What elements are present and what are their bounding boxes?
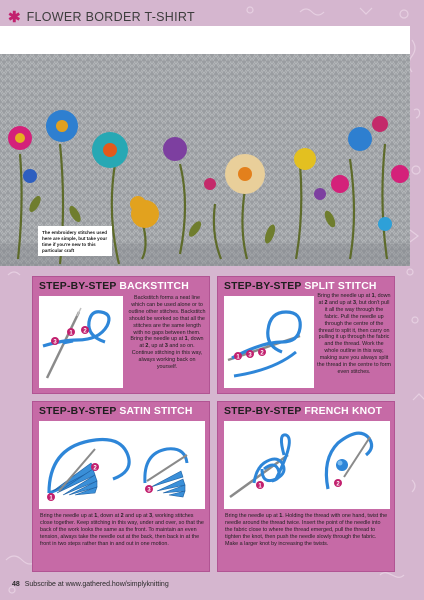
step-2-marker bbox=[334, 479, 342, 488]
split-stitch-instructions: Bring the needle up at 1, down at 2 and up at 3, but don't pull it all the way through the fabric. Pull the needle up through the centre of the thread to split it, then carry on pulling it up through the fabric and the thread. Work the whole outline in this way, making sure you always split the thread in the centre to form even stitches. bbox=[317, 293, 391, 375]
page-footer bbox=[12, 581, 169, 588]
stitch-name: SATIN STITCH bbox=[119, 406, 193, 417]
split-stitch-panel bbox=[217, 276, 395, 394]
french-knot-instructions: Bring the needle up at 1. Holding the thread with one hand, twist the needle around the thread twice. Insert the point of the needle into the fabric close to where the thread emerged, pull the thread to tighten the knot, then push the needle slowly through the fabric. Make a larger knot by increasing the twists. bbox=[225, 513, 388, 547]
step-by-step-label: STEP-BY-STEP bbox=[224, 281, 302, 292]
step-3-marker bbox=[145, 485, 153, 494]
backstitch-title bbox=[39, 281, 189, 292]
satin-stitch-instructions: Bring the needle up at 1, down at 2 and up at 3, working stitches close together. Keep stitching in this way, under and over, so that the back of the work looks the same as the front. To maintain an even tension, always take the needle out at the back, then back in at the front in two steps rather than in and out in one motion. bbox=[40, 513, 204, 547]
backstitch-instructions: Backstitch forms a neat line which can be used alone or to outline other stitches. Backstitch should be worked so that all the stitches are the same length with no gaps between them. Bring the needle up at 1, down at 2, up at 3 and so on. Continue stitching in this way, always working back on yourself. bbox=[128, 295, 206, 371]
svg-text:1: 1 bbox=[258, 483, 262, 490]
satin-stitch-panel bbox=[32, 401, 210, 572]
svg-text:2: 2 bbox=[336, 481, 340, 488]
split-stitch-title bbox=[224, 281, 377, 292]
split-stitch-diagram bbox=[224, 296, 314, 388]
step-1-marker bbox=[256, 481, 264, 490]
step-1-marker bbox=[47, 493, 55, 502]
svg-text:1: 1 bbox=[69, 330, 73, 337]
step-1-marker bbox=[234, 352, 242, 361]
svg-text:2: 2 bbox=[260, 350, 264, 357]
french-knot-diagram bbox=[224, 421, 390, 509]
stitch-name: SPLIT STITCH bbox=[304, 281, 377, 292]
svg-text:3: 3 bbox=[248, 352, 252, 359]
photo-caption: The embroidery stitches used here are simple, but take your time if you're new to this particular craft bbox=[42, 230, 108, 253]
satin-stitch-diagram bbox=[39, 421, 205, 509]
page-header bbox=[0, 6, 424, 28]
step-by-step-label: STEP-BY-STEP bbox=[224, 406, 302, 417]
svg-text:1: 1 bbox=[236, 354, 240, 361]
satin-stitch-title bbox=[39, 406, 193, 417]
step-2-marker bbox=[258, 348, 266, 357]
asterisk-icon: ✱ bbox=[8, 9, 21, 26]
svg-text:3: 3 bbox=[147, 487, 151, 494]
step-2-marker bbox=[81, 326, 89, 335]
subscribe-link[interactable]: Subscribe at www.gathered.how/simplyknitting bbox=[24, 581, 169, 588]
french-knot-panel bbox=[217, 401, 395, 572]
svg-text:1: 1 bbox=[49, 495, 53, 502]
step-by-step-label: STEP-BY-STEP bbox=[39, 281, 117, 292]
stitch-name: FRENCH KNOT bbox=[304, 406, 383, 417]
page-number: 48 bbox=[12, 581, 20, 588]
svg-text:2: 2 bbox=[93, 465, 97, 472]
backstitch-panel bbox=[32, 276, 210, 394]
step-3-marker bbox=[246, 350, 254, 359]
french-knot-title bbox=[224, 406, 382, 417]
page-title: FLOWER BORDER T-SHIRT bbox=[26, 10, 195, 24]
backstitch-diagram bbox=[39, 296, 123, 388]
svg-text:3: 3 bbox=[53, 339, 57, 346]
step-by-step-label: STEP-BY-STEP bbox=[39, 406, 117, 417]
stitch-name: BACKSTITCH bbox=[119, 281, 189, 292]
svg-text:2: 2 bbox=[83, 328, 87, 335]
